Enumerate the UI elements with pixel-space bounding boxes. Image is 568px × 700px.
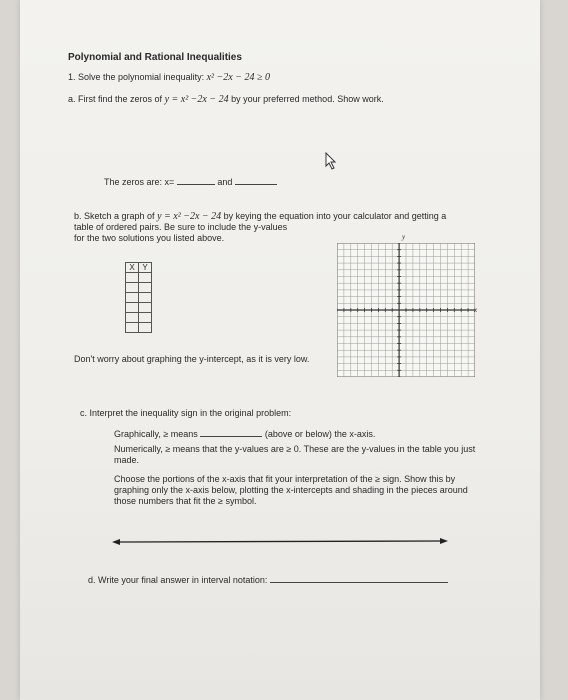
table-row (126, 313, 152, 323)
zero-2-blank[interactable] (235, 175, 277, 185)
ordered-pairs-table (125, 262, 152, 333)
part-b-line-3: for the two solutions you listed above. (74, 233, 225, 243)
part-d-line (88, 573, 448, 585)
graph-y-axis-label: y (402, 233, 406, 241)
above-below-blank[interactable] (200, 427, 262, 437)
x-value-cell[interactable] (126, 273, 139, 283)
part-b-equation: y = x² −2x − 24 (157, 211, 222, 222)
question-1-inequality: x² −2x − 24 ≥ 0 (206, 72, 270, 83)
part-a-equation: y = x² −2x − 24 (164, 94, 229, 105)
part-a-prompt (68, 94, 384, 105)
y-value-cell[interactable] (139, 313, 152, 323)
question-1-prompt: 1. Solve the polynomial inequality: (68, 72, 205, 82)
x-value-cell[interactable] (126, 313, 139, 323)
graphically-suffix: (above or below) the x-axis. (264, 429, 376, 439)
and-label: and (217, 177, 233, 187)
table-row (126, 303, 152, 313)
table-header-y: Y (139, 263, 152, 273)
part-b-line-1 (74, 211, 446, 222)
y-value-cell[interactable] (139, 273, 152, 283)
graphically-line (114, 427, 375, 439)
choose-portions-text: Choose the portions of the x-axis that fit your interpretation of the ≥ sign. Show this by graphing only the x-axis below, plotting the x-intercepts and shading in the pieces around those numbers that fit the ≥ symbol. (114, 474, 468, 506)
table-header-x: X (126, 263, 139, 273)
part-b-suffix: by keying the equation into your calculator and getting a (223, 211, 447, 221)
part-d-prompt: d. Write your final answer in interval notation: (88, 575, 268, 585)
y-intercept-note: Don't worry about graphing the y-intercept, as it is very low. (74, 354, 310, 364)
mouse-cursor-icon (324, 152, 338, 170)
part-a-suffix: by your preferred method. Show work. (231, 94, 384, 104)
y-value-cell[interactable] (139, 283, 152, 293)
zero-1-blank[interactable] (177, 175, 215, 185)
y-value-cell[interactable] (139, 303, 152, 313)
part-b-prefix: b. Sketch a graph of (74, 211, 155, 221)
part-b-line-2: table of ordered pairs. Be sure to include the y-values (74, 222, 288, 232)
x-value-cell[interactable] (126, 303, 139, 313)
y-value-cell[interactable] (139, 323, 152, 333)
table-row (126, 283, 152, 293)
worksheet-title: Polynomial and Rational Inequalities (68, 52, 242, 63)
question-1 (68, 72, 270, 83)
zeros-label: The zeros are: x= (104, 177, 175, 187)
number-line-left-arrow-icon (112, 539, 120, 545)
part-c-prompt: c. Interpret the inequality sign in the original problem: (80, 408, 292, 418)
number-line-right-arrow-icon (440, 538, 448, 544)
table-row (126, 323, 152, 333)
table-row (126, 293, 152, 303)
x-value-cell[interactable] (126, 323, 139, 333)
y-value-cell[interactable] (139, 293, 152, 303)
numerically-text: Numerically, ≥ means that the y-values are ≥ 0. These are the y-values in the table you just made. (114, 444, 476, 465)
zeros-answer-line (104, 175, 277, 187)
graph-x-axis-label: x (474, 306, 478, 314)
part-a-prompt-text: a. First find the zeros of (68, 94, 163, 104)
graphically-prefix: Graphically, ≥ means (114, 429, 198, 439)
table-row (126, 273, 152, 283)
x-value-cell[interactable] (126, 283, 139, 293)
x-value-cell[interactable] (126, 293, 139, 303)
interval-answer-blank[interactable] (270, 573, 448, 583)
number-line[interactable] (112, 535, 448, 549)
coordinate-grid[interactable] (337, 243, 478, 377)
